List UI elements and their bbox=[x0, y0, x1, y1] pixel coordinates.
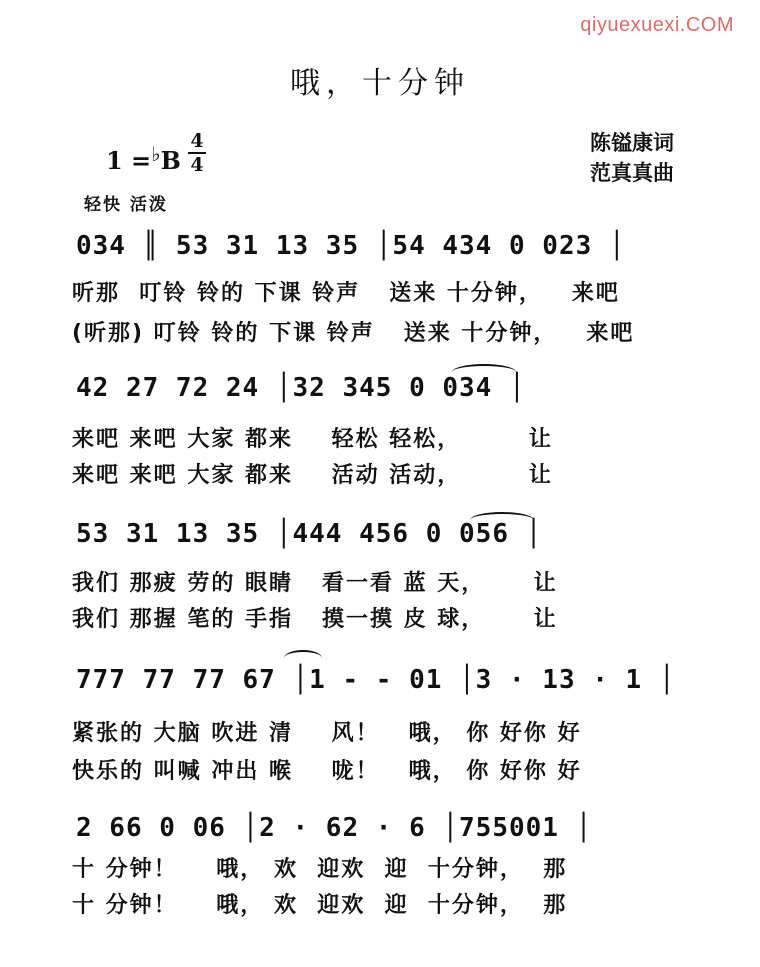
lyrics-line-2-verse-1: 来吧 来吧 大家 都来 轻松 轻松， 让 bbox=[72, 427, 553, 452]
slur-mark bbox=[470, 512, 534, 528]
lyrics-line-1-verse-1: 听那 叮铃 铃的 下课 铃声 送来 十分钟， 来吧 bbox=[72, 281, 620, 306]
notation-line-1: 034 ║ 53 31 13 35 │54 434 0 023 │ bbox=[76, 231, 626, 261]
meter-top: 4 bbox=[190, 130, 204, 152]
meter-bottom: 4 bbox=[190, 154, 204, 176]
credits bbox=[590, 128, 674, 188]
lyrics-line-4-verse-2: 快乐的 叫喊 冲出 喉 咙！ 哦， 你 好你 好 bbox=[72, 759, 582, 784]
site-watermark: qiyuexuexi.COM bbox=[580, 14, 734, 36]
key-signature bbox=[106, 142, 181, 175]
notation-line-5: 2 66 0 06 │2 · 62 · 6 │755001 │ bbox=[76, 813, 593, 843]
notation-line-3: 53 31 13 35 │444 456 0 056 │ bbox=[76, 519, 543, 549]
notation-line-4: 777 77 77 67 │1 - - 01 │3 · 13 · 1 │ bbox=[76, 665, 676, 695]
lyricist-credit: 陈镒康词 bbox=[590, 131, 674, 155]
lyrics-line-3-verse-2: 我们 那握 笔的 手指 摸一摸 皮 球， 让 bbox=[72, 607, 558, 632]
slur-mark bbox=[452, 364, 516, 380]
tempo-marking: 轻快 活泼 bbox=[84, 195, 168, 215]
key-prefix: 1 = bbox=[106, 146, 152, 175]
lyrics-line-4-verse-1: 紧张的 大脑 吹进 清 风！ 哦， 你 好你 好 bbox=[72, 721, 582, 746]
composer-credit: 范真真曲 bbox=[590, 161, 674, 185]
key-note: B bbox=[160, 146, 181, 175]
lyrics-line-2-verse-2: 来吧 来吧 大家 都来 活动 活动， 让 bbox=[72, 463, 553, 488]
slur-mark bbox=[284, 650, 322, 666]
flat-sign: ♭ bbox=[151, 142, 161, 166]
lyrics-line-5-verse-2: 十 分钟！ 哦， 欢 迎欢 迎 十分钟， 那 bbox=[72, 893, 568, 918]
lyrics-line-1-verse-2: (听那) 叮铃 铃的 下课 铃声 送来 十分钟， 来吧 bbox=[72, 321, 635, 346]
time-signature bbox=[186, 130, 208, 176]
notation-line-2: 42 27 72 24 │32 345 0 034 │ bbox=[76, 373, 526, 403]
song-title: 哦，十分钟 bbox=[290, 66, 470, 101]
lyrics-line-5-verse-1: 十 分钟！ 哦， 欢 迎欢 迎 十分钟， 那 bbox=[72, 857, 568, 882]
lyrics-line-3-verse-1: 我们 那疲 劳的 眼睛 看一看 蓝 天， 让 bbox=[72, 571, 558, 596]
